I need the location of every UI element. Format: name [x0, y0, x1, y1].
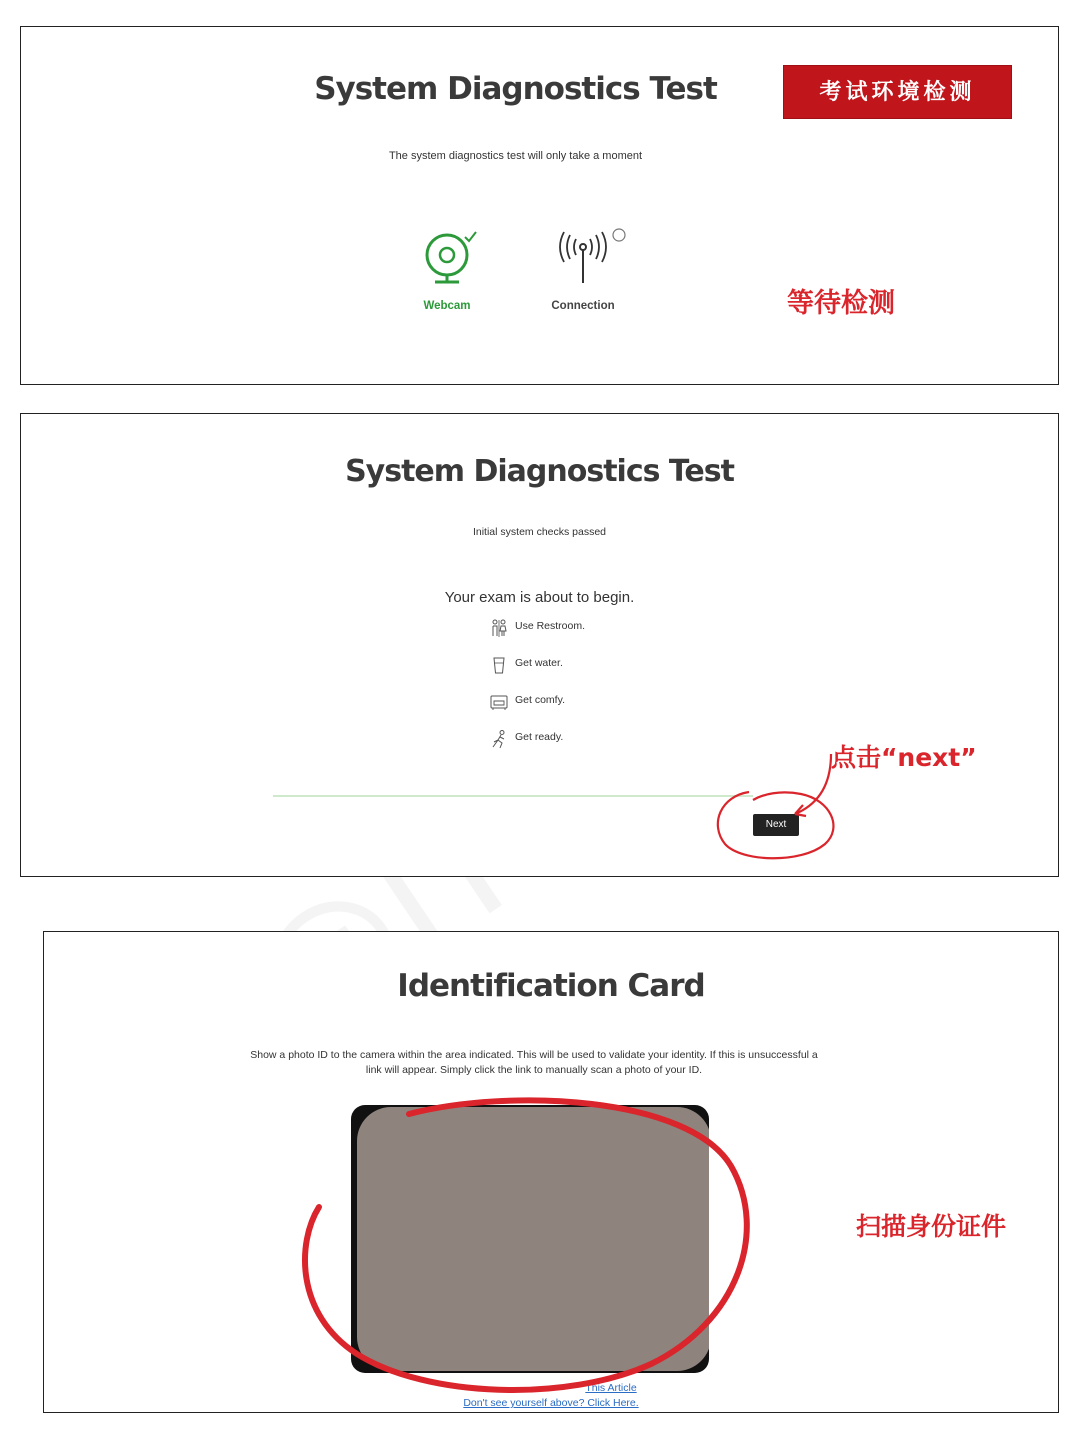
webcam-icon [392, 227, 502, 291]
page-subtitle: Initial system checks passed [472, 526, 607, 538]
help-article-link[interactable]: This Article [585, 1382, 637, 1394]
annotation-click-next: 点击“next” [831, 743, 977, 772]
section-badge: 考试环境检测 [783, 65, 1012, 119]
id-instructions: Show a photo ID to the camera within the area indicated. This will be used to validate your identity. If this is unsuccessful a link will appear. Simply click the link to manually scan a photo of your ID. [250, 1049, 818, 1076]
progress-bar [273, 795, 753, 797]
webcam-check [392, 227, 502, 312]
annotation-scan-id: 扫描身份证件 [856, 1212, 1007, 1241]
running-icon [489, 729, 509, 749]
annotation-waiting: 等待检测 [787, 288, 895, 319]
camera-feed [351, 1105, 709, 1373]
water-glass-icon [489, 655, 509, 675]
webcam-label: Webcam [423, 300, 471, 312]
tip-label: Get comfy. [515, 694, 565, 706]
page-title: Identification Card [397, 968, 705, 1004]
sofa-icon [489, 692, 509, 712]
tip-label: Get ready. [515, 731, 564, 743]
id-card-panel [43, 931, 1059, 1413]
restroom-icon [489, 618, 509, 638]
next-button[interactable]: Next [753, 814, 799, 836]
tip-label: Use Restroom. [515, 620, 586, 632]
diagnostics-passed-panel [20, 413, 1059, 877]
connection-label: Connection [551, 300, 615, 312]
manual-scan-link[interactable]: Don't see yourself above? Click Here. [463, 1397, 639, 1409]
pending-spinner-icon [613, 229, 625, 241]
diagnostics-pending-panel [20, 26, 1059, 385]
page-title: System Diagnostics Test [314, 71, 717, 107]
tip-label: Get water. [515, 657, 563, 669]
exam-begin-heading: Your exam is about to begin. [444, 589, 635, 606]
page-title: System Diagnostics Test [345, 454, 734, 489]
id-capture-area [357, 1107, 709, 1371]
checkmark-icon [465, 232, 476, 241]
signal-icon [528, 227, 638, 291]
connection-check [528, 227, 638, 312]
page-subtitle: The system diagnostics test will only take a moment [388, 150, 643, 162]
